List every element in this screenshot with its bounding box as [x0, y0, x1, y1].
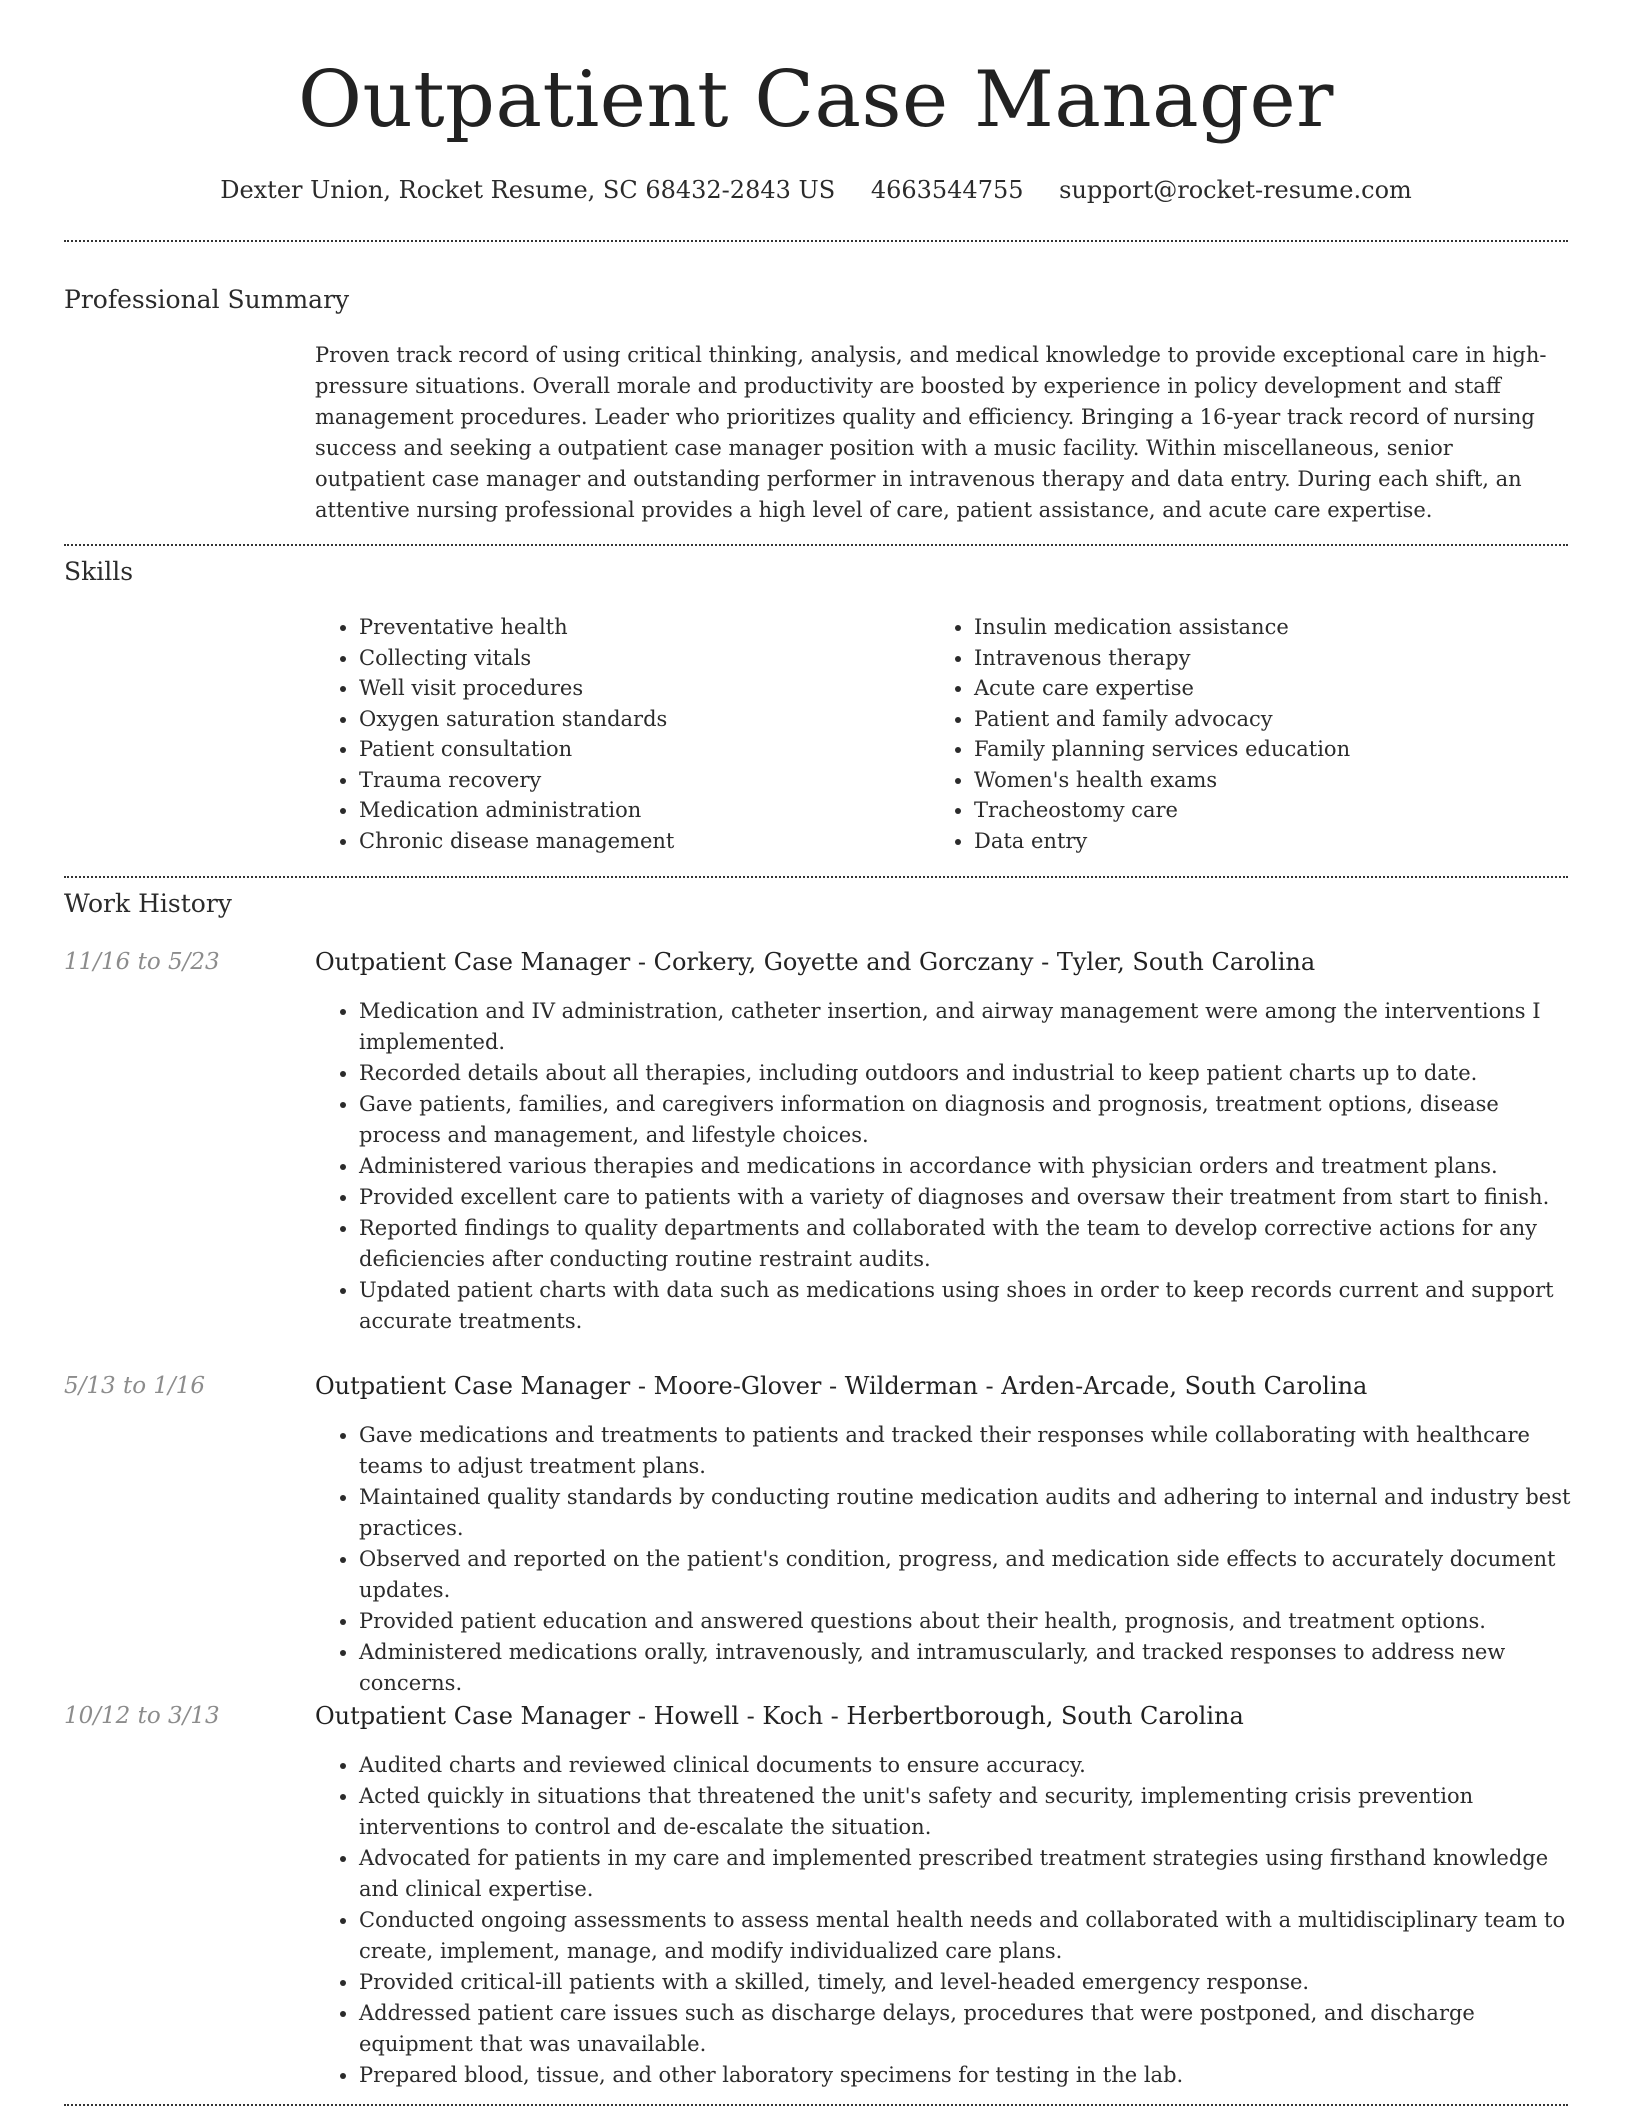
skill-item: • Patient and family advocacy	[974, 704, 1594, 735]
summary-text: Proven track record of using critical thinking, analysis, and medical knowledge to provide exceptional care in high-pressure situations. Overall morale and productivity are boosted by experience in policy development and staff management procedures. Leader who prioritizes quality and efficiency. Bringing a 16-year track record of nursing success and seeking a outpatient case manager position with a music facility. Within miscellaneous, senior outpatient case manager and outstanding performer in intravenous therapy and data entry. During each shift, an attentive nursing professional provides a high level of care, patient assistance, and acute care expertise.	[315, 343, 1547, 522]
skill-item: • Chronic disease management	[359, 826, 939, 857]
job-title: Outpatient Case Manager - Howell - Koch - Herbertborough, South Carolina	[315, 1702, 1244, 1730]
divider	[64, 2104, 1568, 2106]
skill-item: • Intravenous therapy	[974, 643, 1594, 674]
contact-phone: 4663544755	[870, 176, 1024, 204]
skill-item: • Oxygen saturation standards	[359, 704, 939, 735]
job-dates: 11/16 to 5/23	[64, 949, 220, 975]
skill-item: • Tracheostomy care	[974, 795, 1594, 826]
skills-heading: Skills	[64, 557, 134, 586]
job-title: Outpatient Case Manager - Corkery, Goyette and Gorczany - Tyler, South Carolina	[315, 948, 1316, 976]
divider	[64, 240, 1568, 242]
job-bullet: • Gave patients, families, and caregivers information on diagnosis and prognosis, treatment options, disease process and management, and lifestyle choices.	[359, 1089, 1575, 1151]
job-bullet: • Administered medications orally, intravenously, and intramuscularly, and tracked responses to address new concerns.	[359, 1637, 1575, 1699]
job-bullets	[315, 996, 1575, 1337]
job-bullet: • Conducted ongoing assessments to assess mental health needs and collaborated with a multidisciplinary team to create, implement, manage, and modify individualized care plans.	[359, 1905, 1575, 1967]
divider	[64, 544, 1568, 546]
skill-item: • Collecting vitals	[359, 643, 939, 674]
job-bullet: • Acted quickly in situations that threatened the unit's safety and security, implementing crisis prevention interventions to control and de-escalate the situation.	[359, 1781, 1575, 1843]
skill-item: • Preventative health	[359, 612, 939, 643]
job-bullet: • Medication and IV administration, catheter insertion, and airway management were among the interventions I implemented.	[359, 996, 1575, 1058]
summary-heading: Professional Summary	[64, 285, 350, 314]
job-bullet: • Updated patient charts with data such as medications using shoes in order to keep records current and support accurate treatments.	[359, 1275, 1575, 1337]
job-bullet: • Addressed patient care issues such as discharge delays, procedures that were postponed, and discharge equipment that was unavailable.	[359, 1998, 1575, 2060]
page-title: Outpatient Case Manager	[298, 55, 1334, 145]
job-bullet: • Observed and reported on the patient's condition, progress, and medication side effects to accurately document updates.	[359, 1544, 1575, 1606]
work-history-heading: Work History	[64, 889, 232, 918]
skill-item: • Insulin medication assistance	[974, 612, 1594, 643]
job-bullet: • Reported findings to quality departments and collaborated with the team to develop corrective actions for any deficiencies after conducting routine restraint audits.	[359, 1213, 1575, 1275]
contact-address: Dexter Union, Rocket Resume, SC 68432-2843 US	[220, 176, 836, 204]
job-bullet: • Provided critical-ill patients with a skilled, timely, and level-headed emergency response.	[359, 1967, 1575, 1998]
skill-item: • Women's health exams	[974, 765, 1594, 796]
skill-item: • Acute care expertise	[974, 673, 1594, 704]
skill-item: • Well visit procedures	[359, 673, 939, 704]
contact-info	[0, 170, 1632, 210]
skill-item: • Patient consultation	[359, 734, 939, 765]
job-bullet: • Audited charts and reviewed clinical documents to ensure accuracy.	[359, 1750, 1575, 1781]
job-title: Outpatient Case Manager - Moore-Glover - Wilderman - Arden-Arcade, South Carolina	[315, 1372, 1368, 1400]
job-dates: 5/13 to 1/16	[64, 1373, 206, 1399]
job-bullet: • Provided excellent care to patients with a variety of diagnoses and oversaw their treatment from start to finish.	[359, 1182, 1575, 1213]
skill-item: • Trauma recovery	[359, 765, 939, 796]
job-dates: 10/12 to 3/13	[64, 1703, 220, 1729]
contact-email: support@rocket-resume.com	[1059, 176, 1412, 204]
skill-item: • Medication administration	[359, 795, 939, 826]
job-bullet: • Recorded details about all therapies, including outdoors and industrial to keep patient charts up to date.	[359, 1058, 1575, 1089]
job-bullets	[315, 1750, 1575, 2091]
divider	[64, 876, 1568, 878]
skills-list-left	[315, 612, 939, 856]
skill-item: • Data entry	[974, 826, 1594, 857]
skills-list-right	[930, 612, 1594, 856]
job-bullet: • Provided patient education and answered questions about their health, prognosis, and treatment options.	[359, 1606, 1575, 1637]
job-bullets	[315, 1420, 1575, 1699]
job-bullet: • Gave medications and treatments to patients and tracked their responses while collaborating with healthcare teams to adjust treatment plans.	[359, 1420, 1575, 1482]
job-bullet: • Administered various therapies and medications in accordance with physician orders and treatment plans.	[359, 1151, 1575, 1182]
job-bullet: • Maintained quality standards by conducting routine medication audits and adhering to internal and industry best practices.	[359, 1482, 1575, 1544]
job-bullet: • Prepared blood, tissue, and other laboratory specimens for testing in the lab.	[359, 2060, 1575, 2091]
skill-item: • Family planning services education	[974, 734, 1594, 765]
job-bullet: • Advocated for patients in my care and implemented prescribed treatment strategies using firsthand knowledge and clinical expertise.	[359, 1843, 1575, 1905]
